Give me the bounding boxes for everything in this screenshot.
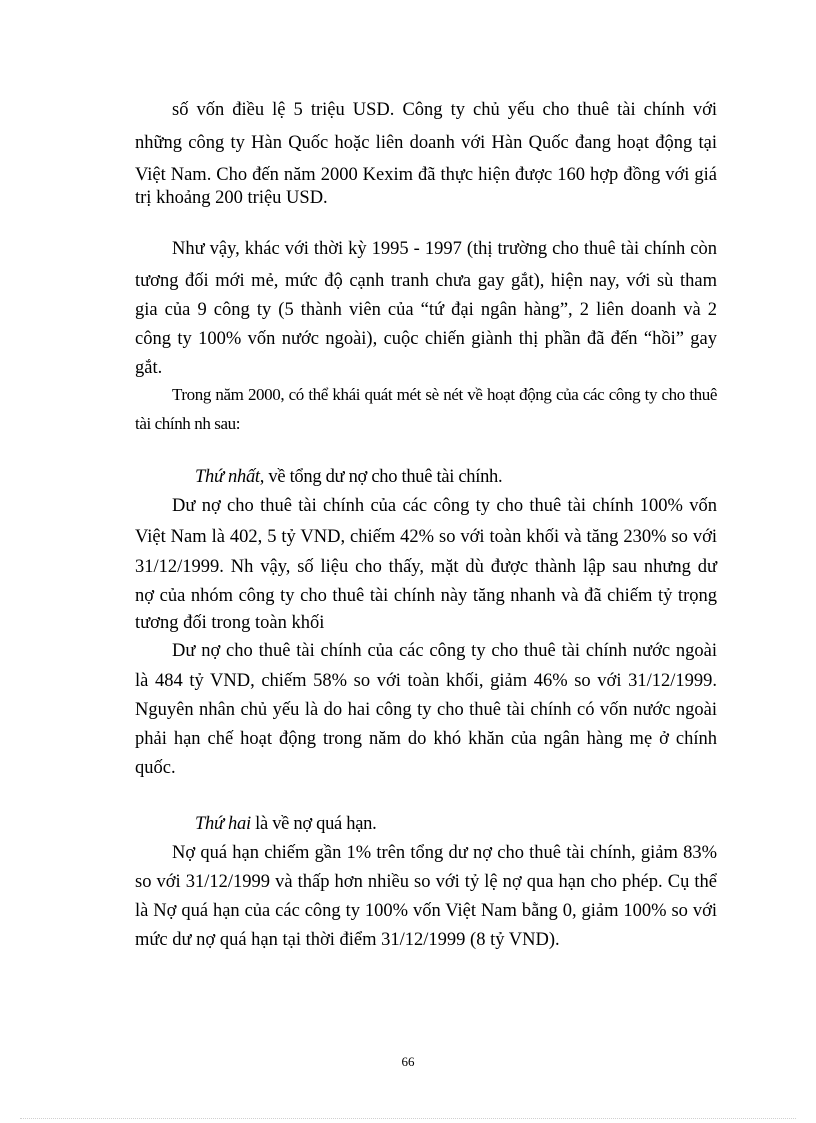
page-number: 66 [401, 1054, 415, 1069]
text-line: Trong năm 2000, có thể khái quát mét sè nét về hoạt động của các công ty cho thuê [172, 385, 717, 404]
page-bottom-divider [20, 1118, 796, 1119]
text-line: so với 31/12/1999 và thấp hơn nhiều so với tỷ lệ nợ qua hạn cho phép. Cụ thể [135, 872, 717, 892]
heading-text: , về tổng dư nợ cho thuê tài chính. [259, 467, 503, 487]
text-line: Như vậy, khác với thời kỳ 1995 - 1997 (thị trường cho thuê tài chính còn [172, 239, 717, 259]
text-line: 31/12/1999. Nh vậy, số liệu cho thấy, mặt dù được thành lập sau nhưng dư [135, 557, 717, 577]
heading-text: là về nợ quá hạn. [250, 814, 377, 834]
heading-italic-text: Thứ hai [195, 814, 251, 834]
text-line: Việt Nam là 402, 5 tỷ VND, chiếm 42% so với toàn khối và tăng 230% so với [135, 527, 717, 547]
text-line: nợ của nhóm công ty cho thuê tài chính này tăng nhanh và đã chiếm tỷ trọng [135, 586, 717, 606]
text-line: tương đối mới mẻ, mức độ cạnh tranh chưa gay gắt), hiện nay, với sù tham [135, 271, 717, 291]
text-line: tài chính nh sau: [135, 414, 241, 433]
text-line: phải hạn chế hoạt động trong năm do khó khăn của ngân hàng mẹ ở chính [135, 729, 717, 749]
text-line: Dư nợ cho thuê tài chính của các công ty cho thuê tài chính nước ngoài [172, 641, 717, 661]
text-line: những công ty Hàn Quốc hoặc liên doanh với Hàn Quốc đang hoạt động tại [135, 133, 717, 153]
text-line: Việt Nam. Cho đến năm 2000 Kexim đã thực hiện được 160 hợp đồng với giá [135, 165, 717, 185]
heading-italic-text: Thứ nhất [195, 467, 260, 487]
text-line: quốc. [135, 758, 176, 778]
text-line: là 484 tỷ VND, chiếm 58% so với toàn khối, giảm 46% so với 31/12/1999. [135, 671, 717, 691]
text-line: gắt. [135, 358, 163, 378]
text-line: công ty 100% vốn nước ngoài), cuộc chiến giành thị phần đã đến “hồi” gay [135, 329, 717, 349]
text-line: Nguyên nhân chủ yếu là do hai công ty cho thuê tài chính có vốn nước ngoài [135, 700, 717, 720]
text-line: là Nợ quá hạn của các công ty 100% vốn Việt Nam bằng 0, giảm 100% so với [135, 901, 717, 921]
text-line: Nợ quá hạn chiếm gần 1% trên tổng dư nợ cho thuê tài chính, giảm 83% [172, 843, 717, 863]
text-line: gia của 9 công ty (5 thành viên của “tứ đại ngân hàng”, 2 liên doanh và 2 [135, 300, 717, 320]
section-heading [195, 812, 595, 836]
text-line: tương đối trong toàn khối [135, 613, 325, 633]
text-line: trị khoảng 200 triệu USD. [135, 188, 328, 208]
section-heading [195, 465, 595, 489]
text-line: mức dư nợ quá hạn tại thời điểm 31/12/1999 (8 tỷ VND). [135, 930, 560, 950]
text-line: số vốn điều lệ 5 triệu USD. Công ty chủ yếu cho thuê tài chính với [172, 100, 717, 120]
text-line: Dư nợ cho thuê tài chính của các công ty cho thuê tài chính 100% vốn [172, 496, 717, 516]
